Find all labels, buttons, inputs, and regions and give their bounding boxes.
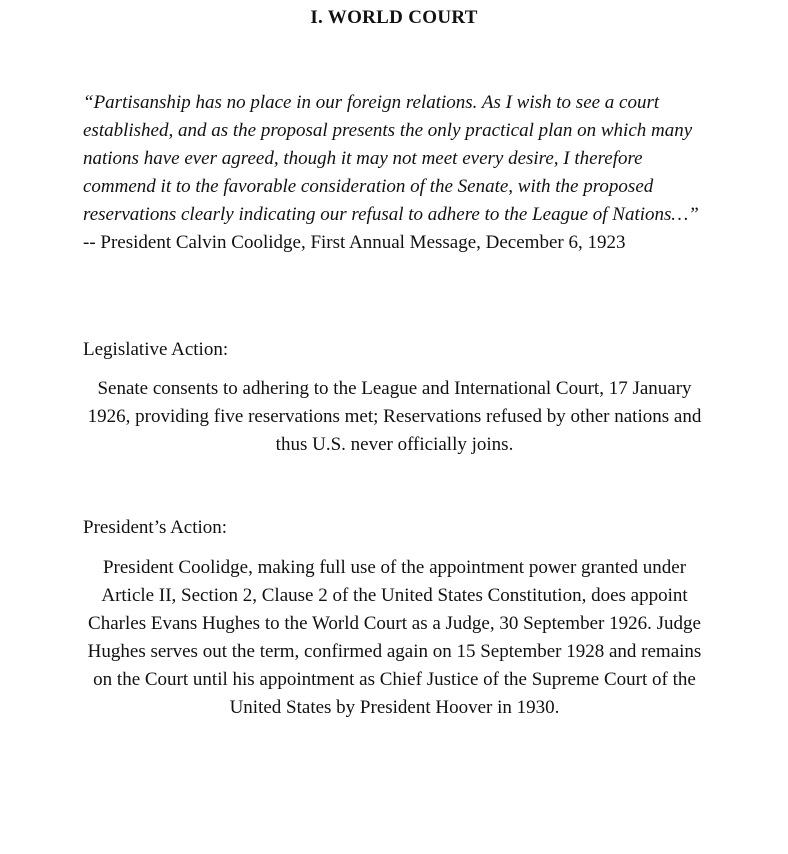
coolidge-quote: “Partisanship has no place in our foreign relations. As I wish to see a court established, and as the proposal presents the only practical plan on which many nations have ever agreed, though it may not meet every desire, I therefore commend it to the favorable consideration of the Senate, with the proposed reservations clearly indicating our refusal to adhere to the League of Nations…” [83,92,699,225]
legislative-action-heading: Legislative Action: [83,339,229,360]
presidents-action-heading: President’s Action: [83,517,228,538]
quote-block [83,89,708,257]
presidents-action-text: President Coolidge, making full use of the appointment power granted under Article II, Section 2, Clause 2 of the United States Constitution, does appoint Charles Evans Hughes to the World Court as a Judge, 30 September 1926. Judge Hughes serves out the term, confirmed again on 15 September 1928 and remains on the Court until his appointment as Chief Justice of the Supreme Court of the United States by President Hoover in 1930. [87,557,702,718]
page-title: I. WORLD COURT [310,7,478,28]
legislative-action-text: Senate consents to adhering to the League and International Court, 17 January 1926, providing five reservations met; Reservations refused by other nations and thus U.S. never officially joins. [87,378,702,455]
quote-attribution: -- President Calvin Coolidge, First Annual Message, December 6, 1923 [83,232,626,253]
